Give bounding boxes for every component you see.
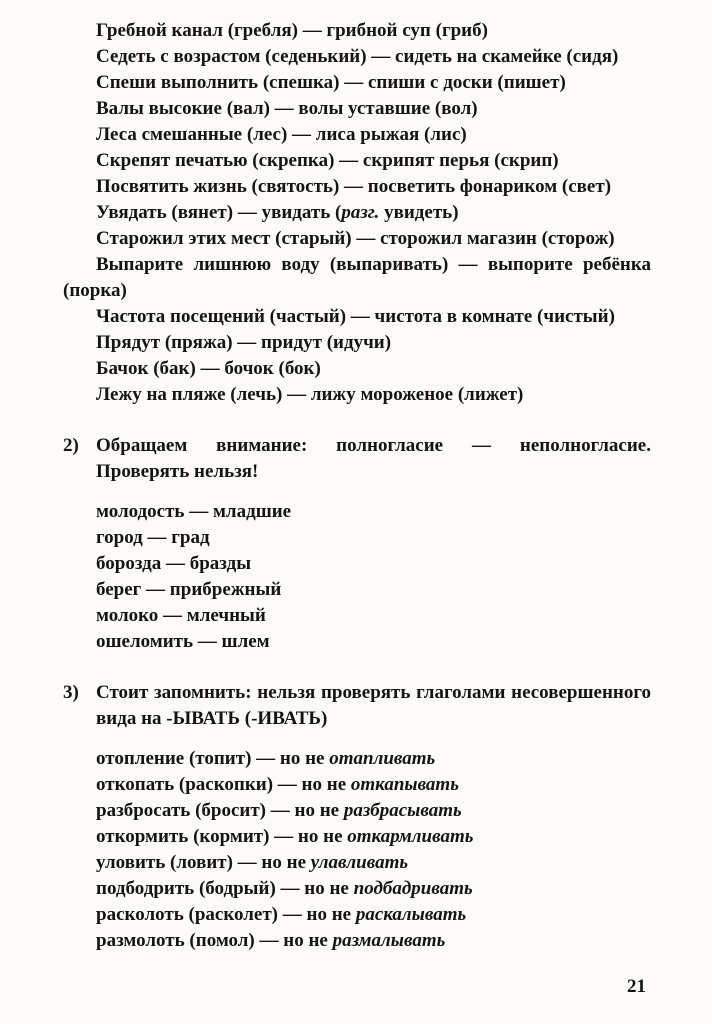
text-run: Валы высокие (вал) — волы уставшие (вол) <box>96 98 478 119</box>
verb-example-line <box>96 902 651 928</box>
verb-examples-list <box>96 746 651 954</box>
verb-example-lead: разбросать (бросит) — но не <box>96 800 344 821</box>
text-run: Бачок (бак) — бочок (бок) <box>96 358 321 379</box>
section-3 <box>63 680 651 954</box>
text-run: Седеть с возрастом (седенький) — сидеть на скамейке (сидя) <box>96 46 619 67</box>
verb-example-line <box>96 850 651 876</box>
word-pair-line <box>63 70 651 96</box>
verb-example-line <box>96 928 651 954</box>
verb-example-lead: отопление (топит) — но не <box>96 748 330 769</box>
word-pair-line <box>63 148 651 174</box>
word-pair-line <box>63 44 651 70</box>
word-pair-line <box>63 252 651 304</box>
verb-example-line <box>96 824 651 850</box>
word-pair-line <box>63 96 651 122</box>
verb-example-lead: откормить (кормит) — но не <box>96 826 348 847</box>
text-run: увидеть) <box>379 202 459 223</box>
word-pair-line <box>63 226 651 252</box>
section-2-number: 2) <box>63 435 79 456</box>
text-run: Увядать (вянет) — увидать ( <box>96 202 342 223</box>
section-2-heading: Обращаем внимание: полногласие — неполногласие. Проверять нельзя! <box>96 435 651 482</box>
word-pair-line <box>63 356 651 382</box>
text-run: Лежу на пляже (лечь) — лижу мороженое (лижет) <box>96 384 524 405</box>
verb-example-lead: уловить (ловит) — но не <box>96 852 311 873</box>
text-run: Посвятить жизнь (святость) — посветить фонариком (свет) <box>96 176 612 197</box>
fullvoice-pairs-list <box>96 499 651 655</box>
text-run: Частота посещений (частый) — чистота в комнате (чистый) <box>96 306 615 327</box>
verb-example-line <box>96 746 651 772</box>
verb-example-italic: подбадривать <box>353 878 473 899</box>
verb-example-italic: разбрасывать <box>343 800 462 821</box>
text-run: Скрепят печатью (скрепка) — скрипят перья (скрип) <box>96 150 559 171</box>
verb-example-line <box>96 772 651 798</box>
verb-example-italic: размалывать <box>332 930 446 951</box>
text-run: Старожил этих мест (старый) — сторожил магазин (сторож) <box>96 228 615 249</box>
word-pair-line <box>63 382 651 408</box>
verb-example-italic: откармливать <box>347 826 474 847</box>
section-3-heading: Стоит запомнить: нельзя проверять глаголами несовершенного вида на -ЫВАТЬ (-ИВАТЬ) <box>96 682 651 729</box>
word-pair-line <box>63 122 651 148</box>
verb-example-lead: подбодрить (бодрый) — но не <box>96 878 354 899</box>
verb-example-lead: расколоть (расколет) — но не <box>96 904 356 925</box>
verb-example-lead: размолоть (помол) — но не <box>96 930 333 951</box>
word-pair-line <box>63 330 651 356</box>
page-content <box>63 18 651 954</box>
word-pairs-list <box>63 18 651 408</box>
verb-example-line <box>96 876 651 902</box>
pair-line: молоко — млечный <box>96 605 266 626</box>
text-run: Прядут (пряжа) — придут (идучи) <box>96 332 392 353</box>
text-run: Гребной канал (гребля) — грибной суп (гриб) <box>96 20 488 41</box>
text-run: разг. <box>341 202 380 223</box>
word-pair-line <box>63 304 651 330</box>
verb-example-line <box>96 798 651 824</box>
verb-example-italic: отапливать <box>329 748 436 769</box>
word-pair-line <box>63 18 651 44</box>
text-run: Леса смешанные (лес) — лиса рыжая (лис) <box>96 124 467 145</box>
text-run: Спеши выполнить (спешка) — спиши с доски (пишет) <box>96 72 566 93</box>
verb-example-italic: раскалывать <box>355 904 467 925</box>
verb-example-italic: улавливать <box>310 852 409 873</box>
pair-line: ошеломить — шлем <box>96 631 270 652</box>
page-number: 21 <box>627 976 646 997</box>
pair-line: молодость — младшие <box>96 501 292 522</box>
pair-line: борозда — бразды <box>96 553 252 574</box>
word-pair-line <box>63 174 651 200</box>
text-run: Выпарите лишнюю воду (выпаривать) — выпорите ребёнка (порка) <box>63 254 651 301</box>
section-2 <box>63 433 651 655</box>
section-3-number: 3) <box>63 682 79 703</box>
verb-example-lead: откопать (раскопки) — но не <box>96 774 351 795</box>
pair-line: город — град <box>96 527 210 548</box>
verb-example-italic: откапывать <box>350 774 459 795</box>
word-pair-line <box>63 200 651 226</box>
pair-line: берег — прибрежный <box>96 579 282 600</box>
